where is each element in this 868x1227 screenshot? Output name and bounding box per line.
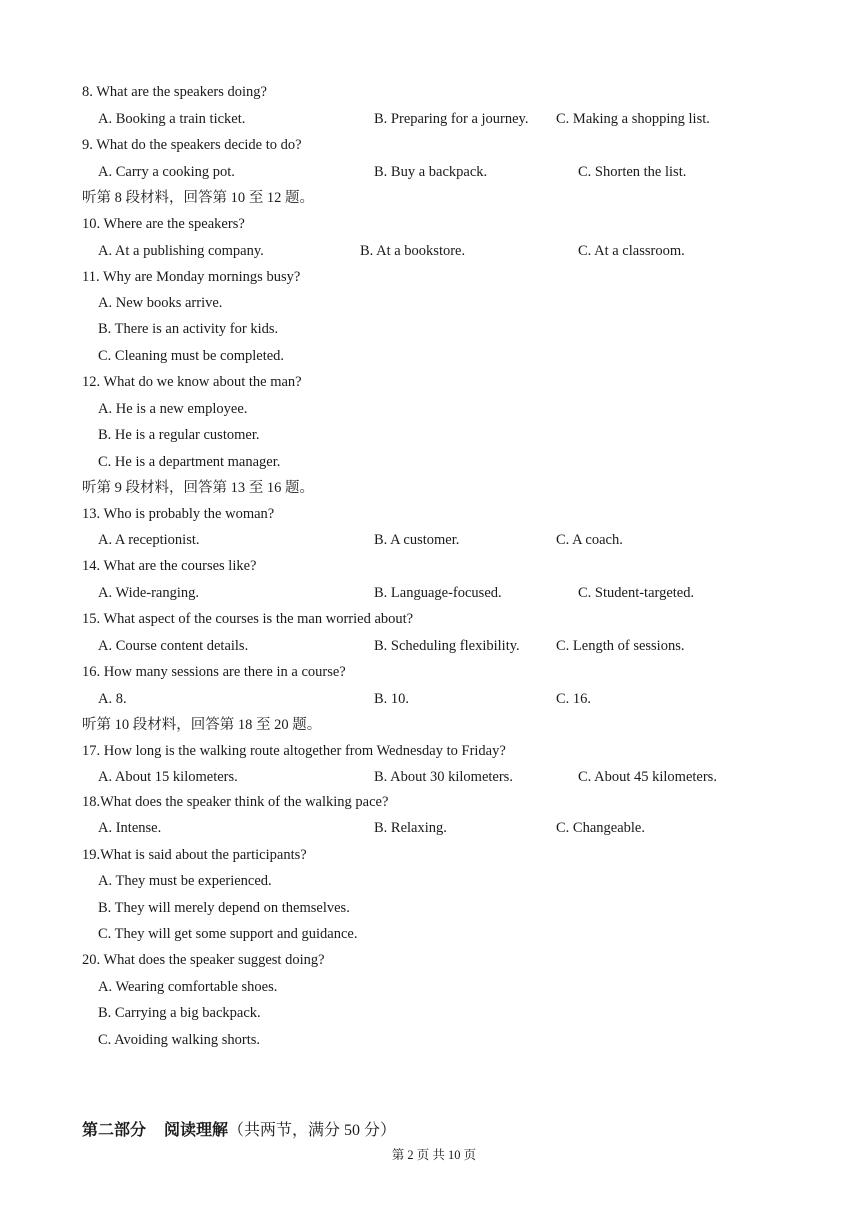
question-20-option-c: C. Avoiding walking shorts.	[98, 1032, 261, 1048]
question-16-option-a: A. 8.	[98, 691, 127, 707]
part-two-detail: （共两节，满分 50 分）	[228, 1122, 397, 1139]
question-13-option-a: A. A receptionist.	[98, 532, 200, 548]
question-12-stem: 12. What do we know about the man?	[82, 374, 302, 390]
question-19-option-b: B. They will merely depend on themselves.	[98, 900, 350, 916]
question-10-stem: 10. Where are the speakers?	[82, 216, 245, 232]
question-9-option-b: B. Buy a backpack.	[374, 164, 488, 180]
page-number-footer: 第 2 页 共 10 页	[391, 1148, 477, 1162]
question-17-option-c: C. About 45 kilometers.	[578, 769, 717, 785]
question-17-stem: 17. How long is the walking route altogether from Wednesday to Friday?	[82, 743, 506, 759]
question-15-stem: 15. What aspect of the courses is the man worried about?	[82, 611, 414, 627]
part-two-heading	[82, 1117, 396, 1140]
part-two-title: 阅读理解	[164, 1122, 229, 1139]
section-heading-material-8: 听第 8 段材料，回答第 10 至 12 题。	[82, 190, 314, 206]
question-14-option-b: B. Language-focused.	[374, 585, 502, 601]
question-18-option-a: A. Intense.	[98, 820, 162, 836]
question-20-stem: 20. What does the speaker suggest doing?	[82, 952, 325, 968]
question-8-option-b: B. Preparing for a journey.	[374, 111, 529, 127]
question-11-stem: 11. Why are Monday mornings busy?	[82, 269, 301, 285]
question-8-option-c: C. Making a shopping list.	[556, 111, 710, 127]
question-13-stem: 13. Who is probably the woman?	[82, 506, 275, 522]
question-12-option-b: B. He is a regular customer.	[98, 427, 260, 443]
question-14-option-a: A. Wide-ranging.	[98, 585, 200, 601]
question-16-option-b: B. 10.	[374, 691, 410, 707]
question-8-option-a: A. Booking a train ticket.	[98, 111, 246, 127]
question-18-option-c: C. Changeable.	[556, 820, 645, 836]
question-19-stem: 19.What is said about the participants?	[82, 847, 307, 863]
question-11-option-b: B. There is an activity for kids.	[98, 321, 279, 337]
part-two-label: 第二部分	[82, 1122, 147, 1139]
question-19-option-a: A. They must be experienced.	[98, 873, 272, 889]
question-18-option-b: B. Relaxing.	[374, 820, 447, 836]
question-11-option-c: C. Cleaning must be completed.	[98, 348, 285, 364]
question-14-option-c: C. Student-targeted.	[578, 585, 695, 601]
question-20-option-b: B. Carrying a big backpack.	[98, 1005, 261, 1021]
question-12-option-c: C. He is a department manager.	[98, 454, 281, 470]
question-19-option-c: C. They will get some support and guidance.	[98, 926, 358, 942]
question-9-option-c: C. Shorten the list.	[578, 164, 687, 180]
question-15-option-a: A. Course content details.	[98, 638, 249, 654]
question-8-stem: 8. What are the speakers doing?	[82, 84, 267, 100]
section-heading-material-9: 听第 9 段材料，回答第 13 至 16 题。	[82, 480, 314, 496]
question-13-option-c: C. A coach.	[556, 532, 623, 548]
section-heading-material-10: 听第 10 段材料，回答第 18 至 20 题。	[82, 717, 322, 733]
question-17-option-b: B. About 30 kilometers.	[374, 769, 513, 785]
question-9-stem: 9. What do the speakers decide to do?	[82, 137, 302, 153]
question-10-option-b: B. At a bookstore.	[360, 243, 466, 259]
question-17-option-a: A. About 15 kilometers.	[98, 769, 238, 785]
question-9-option-a: A. Carry a cooking pot.	[98, 164, 235, 180]
question-14-stem: 14. What are the courses like?	[82, 558, 257, 574]
question-15-option-c: C. Length of sessions.	[556, 638, 685, 654]
question-11-option-a: A. New books arrive.	[98, 295, 223, 311]
question-20-option-a: A. Wearing comfortable shoes.	[98, 979, 278, 995]
question-15-option-b: B. Scheduling flexibility.	[374, 638, 520, 654]
question-10-option-c: C. At a classroom.	[578, 243, 685, 259]
question-13-option-b: B. A customer.	[374, 532, 460, 548]
question-12-option-a: A. He is a new employee.	[98, 401, 248, 417]
question-16-option-c: C. 16.	[556, 691, 592, 707]
question-10-option-a: A. At a publishing company.	[98, 243, 264, 259]
question-18-stem: 18.What does the speaker think of the walking pace?	[82, 794, 389, 810]
question-16-stem: 16. How many sessions are there in a course?	[82, 664, 346, 680]
